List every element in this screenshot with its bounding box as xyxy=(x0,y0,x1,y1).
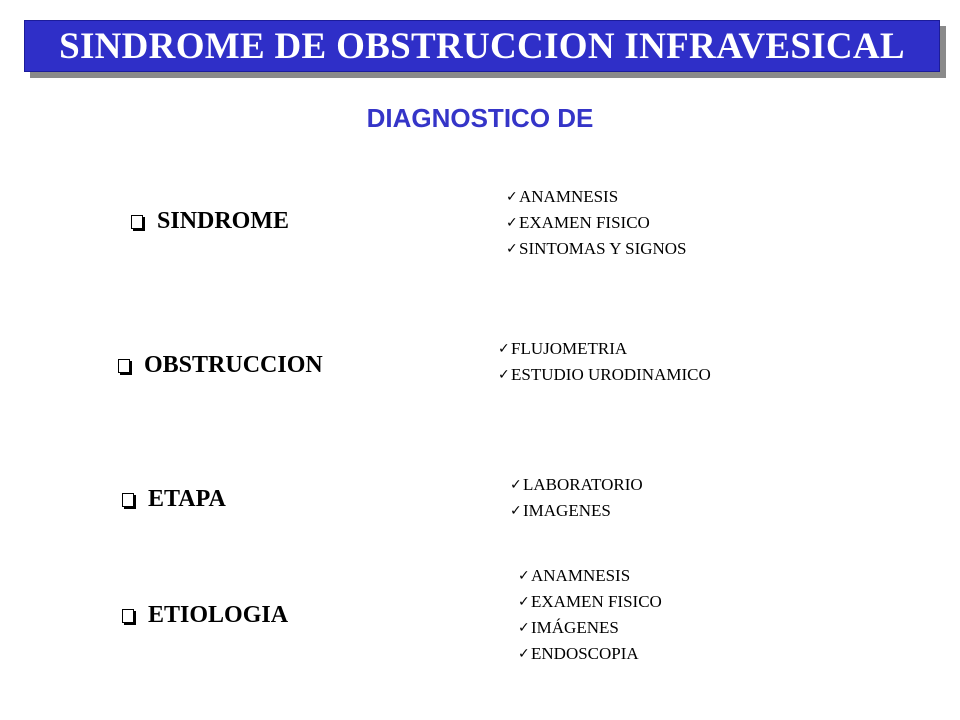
category-obstruccion xyxy=(118,352,323,379)
checkmark-icon: ✓ xyxy=(506,215,518,231)
item-label: SINTOMAS Y SIGNOS xyxy=(519,239,687,258)
slide-subtitle: DIAGNOSTICO DE xyxy=(366,103,594,133)
items-etiologia xyxy=(518,563,662,667)
item-label: EXAMEN FISICO xyxy=(531,592,662,611)
items-sindrome xyxy=(506,184,687,262)
item-label: IMAGENES xyxy=(523,501,611,520)
checkmark-icon: ✓ xyxy=(518,594,530,610)
list-item xyxy=(498,362,711,388)
slide-title: SINDROME DE OBSTRUCCION INFRAVESICAL xyxy=(59,25,905,67)
list-item xyxy=(498,336,711,362)
item-label: ANAMNESIS xyxy=(531,566,631,585)
checkmark-icon: ✓ xyxy=(498,341,510,357)
title-banner xyxy=(24,20,940,72)
list-item xyxy=(518,615,662,641)
category-label: SINDROME xyxy=(157,208,290,234)
checkmark-icon: ✓ xyxy=(506,189,518,205)
category-label: ETIOLOGIA xyxy=(148,602,289,628)
category-label: ETAPA xyxy=(148,486,226,512)
category-etiologia xyxy=(122,602,288,629)
list-item xyxy=(506,236,687,262)
item-label: ENDOSCOPIA xyxy=(531,644,639,663)
item-label: IMÁGENES xyxy=(531,618,619,637)
checkbox-icon xyxy=(122,493,134,507)
category-etapa xyxy=(122,486,226,513)
checkmark-icon: ✓ xyxy=(510,477,522,493)
checkmark-icon: ✓ xyxy=(498,367,510,383)
item-label: ESTUDIO URODINAMICO xyxy=(511,365,711,384)
items-etapa xyxy=(510,472,643,524)
checkbox-icon xyxy=(118,359,130,373)
checkmark-icon: ✓ xyxy=(518,620,530,636)
checkmark-icon: ✓ xyxy=(510,503,522,519)
list-item xyxy=(518,589,662,615)
checkmark-icon: ✓ xyxy=(518,646,530,662)
checkmark-icon: ✓ xyxy=(506,241,518,257)
checkbox-icon xyxy=(131,215,143,229)
list-item xyxy=(518,641,662,667)
list-item xyxy=(506,210,687,236)
item-label: FLUJOMETRIA xyxy=(511,339,628,358)
items-obstruccion xyxy=(498,336,711,388)
item-label: EXAMEN FISICO xyxy=(519,213,650,232)
category-label: OBSTRUCCION xyxy=(144,352,323,378)
list-item xyxy=(506,184,687,210)
checkbox-icon xyxy=(122,609,134,623)
list-item xyxy=(510,472,643,498)
category-sindrome xyxy=(131,208,289,235)
list-item xyxy=(518,563,662,589)
item-label: LABORATORIO xyxy=(523,475,643,494)
item-label: ANAMNESIS xyxy=(519,187,619,206)
checkmark-icon: ✓ xyxy=(518,568,530,584)
list-item xyxy=(510,498,643,524)
